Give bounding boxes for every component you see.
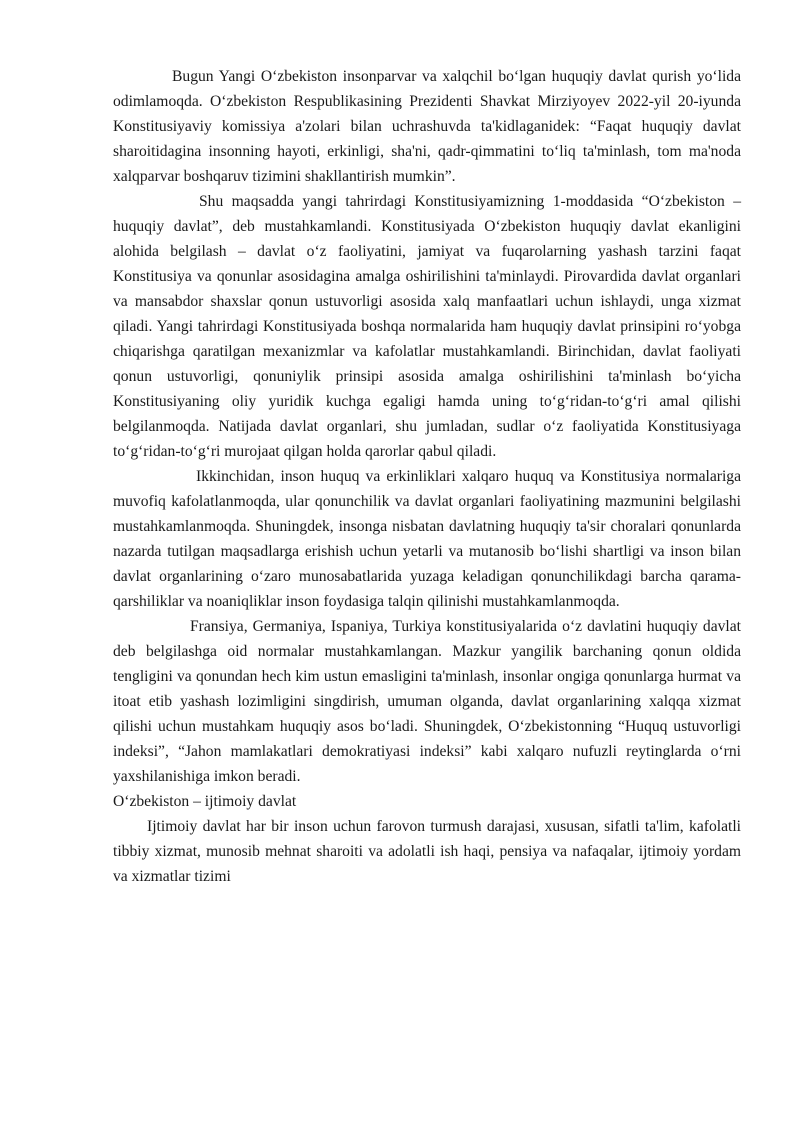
paragraph-intro: Bugun Yangi O‘zbekiston insonparvar va xalqchil bo‘lgan huquqiy davlat qurish yo‘lida odimlamoqda. O‘zbekiston Respublikasining Prezidenti Shavkat Mirziyoyev 2022-yil 20-iyunda Konstitusiyaviy komissiya a'zolari bilan uchrashuvda ta'kidlaganidek: “Faqat huquqiy davlat sharoitidagina insonning hayoti, erkinligi, sha'ni, qadr-qimmatini to‘liq ta'minlash, tom ma'noda xalqparvar boshqaruv tizimini shakllantirish mumkin”. [113, 68, 741, 185]
paragraph-foreign-constitutions: Fransiya, Germaniya, Ispaniya, Turkiya konstitusiyalarida o‘z davlatini huquqiy davlat deb belgilashga oid normalar mustahkamlangan. Mazkur yangilik barchaning qonun oldida tengligini va qonundan hech kim ustun emasligini ta'minlash, insonlar ongiga qonunlarga hurmat va itoat etib yashash lozimligini singdirish, umuman olganda, davlat organlarining xalqqa xizmat qilishi uchun mustahkam huquqiy asos bo‘ladi. Shuningdek, O‘zbekistonning “Huquq ustuvorligi indeksi”, “Jahon mamlakatlari demokratiyasi indeksi” kabi xalqaro nufuzli reytinglarda o‘rni yaxshilanishiga imkon beradi. [113, 618, 741, 785]
paragraph-constitution-article-1: Shu maqsadda yangi tahrirdagi Konstitusiyamizning 1-moddasida “O‘zbekiston – huquqiy davlat”, deb mustahkamlandi. Konstitusiyada O‘zbekiston huquqiy davlat ekanligini alohida belgilash – davlat o‘z faoliyatini, jamiyat va fuqarolarning yashash tarzini faqat Konstitusiya va qonunlar asosidagina amalga oshirilishini ta'minlaydi. Pirovardida davlat organlari va mansabdor shaxslar qonun ustuvorligi asosida xalq manfaatlari uchun ishlaydi, unga xizmat qiladi. Yangi tahrirdagi Konstitusiyada boshqa normalarida ham huquqiy davlat prinsipini ro‘yobga chiqarishga qaratilgan mexanizmlar va kafolatlar mustahkamlandi. Birinchidan, davlat faoliyati qonun ustuvorligi, qonuniylik prinsipi asosida amalga oshirilishini ta'minlash bo‘yicha Konstitusiyaning oliy yuridik kuchga egaligi hamda uning to‘g‘ridan-to‘g‘ri amal qilishi belgilanmoqda. Natijada davlat organlari, shu jumladan, sudlar o‘z faoliyatida Konstitusiyaga to‘g‘ridan-to‘g‘ri murojaat qilgan holda qarorlar qabul qiladi. [113, 193, 741, 460]
document-page [113, 64, 741, 889]
section-heading: O‘zbekiston – ijtimoiy davlat [113, 793, 297, 810]
paragraph-social-state: Ijtimoiy davlat har bir inson uchun farovon turmush darajasi, xususan, sifatli ta'lim, kafolatli tibbiy xizmat, munosib mehnat sharoiti va adolatli ish haqi, pensiya va nafaqalar, ijtimoiy yordam va xizmatlar tizimi [113, 818, 741, 885]
paragraph-second-point: Ikkinchidan, inson huquq va erkinliklari xalqaro huquq va Konstitusiya normalariga muvofiq kafolatlanmoqda, ular qonunchilik va davlat organlari faoliyatining mazmunini belgilashi mustahkamlanmoqda. Shuningdek, insonga nisbatan davlatning huquqiy ta'sir choralari qonunlarda nazarda tutilgan maqsadlarga erishish uchun yetarli va mutanosib bo‘lishi shartligi va inson bilan davlat organlarining o‘zaro munosabatlarida yuzaga keladigan qonunchilikdagi barcha qarama-qarshiliklar va noaniqliklar inson foydasiga talqin qilinishi mustahkamlanmoqda. [113, 468, 741, 610]
